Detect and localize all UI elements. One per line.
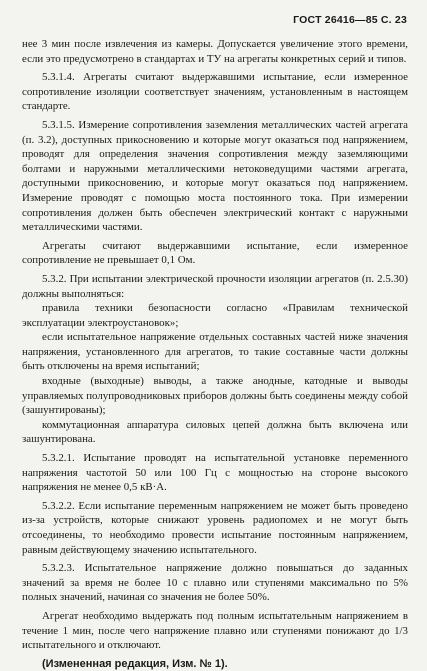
paragraph-5-3-1-5: 5.3.1.5. Измерение сопротивления заземления металлических частей агрегата (п. 3.2), доступных прикосновению и которые могут оказаться под напряжением, проводят для определения значения сопротивления между заземляющими болтами и наружными металлическими нетоковедущими частями агрегата, доступными прикосновению, и которые могут оказаться под напряжением. Измерение проводят с помощью моста постоянного тока. При измерении сопротивления должен быть обеспечен электрический контакт с наружными металлическими частями.: [22, 118, 408, 234]
paragraph-5-3-1-4: 5.3.1.4. Агрегаты считают выдержавшими испытание, если измеренное сопротивление изоляции соответствует значениям, установленным в настоящем стандарте.: [22, 71, 408, 113]
document-body: [22, 37, 408, 671]
paragraph-5-3-2: 5.3.2. При испытании электрической прочности изоляции агрегатов (п. 2.5.30) должны выполняться:: [22, 272, 408, 300]
amendment-note: (Измененная редакция, Изм. № 1).: [42, 657, 228, 670]
paragraph-5-3-2-3: 5.3.2.3. Испытательное напряжение должно повышаться до заданных значений за время не более 10 с плавно или ступенями максимально по 5% полных значений, начиная со значения не более 50%.: [22, 562, 408, 604]
page-header: ГОСТ 26416—85 С. 23: [293, 14, 407, 26]
paragraph-grounding-result: Агрегаты считают выдержавшими испытание, если измеренное сопротивление не превышает 0,1 Ом.: [22, 239, 408, 267]
paragraph-5-3-2-1: 5.3.2.1. Испытание проводят на испытательной установке переменного напряжения частотой 50 или 100 Гц с мощностью на стороне высокого напряжения не менее 0,5 кВ·А.: [22, 452, 408, 494]
list-item-switchgear: коммутационная аппаратура силовых цепей должна быть включена или зашунтирована.: [22, 418, 408, 446]
paragraph-continuation: нее 3 мин после извлечения из камеры. Допускается увеличение этого времени, если это предусмотрено в стандартах и ТУ на агрегаты конкретных серий и типов.: [22, 38, 408, 65]
list-item-disconnect-parts: если испытательное напряжение отдельных составных частей ниже значения напряжения, установленного для агрегатов, то такие составные части должны быть отключены на время испытаний;: [22, 331, 408, 373]
list-item-safety-rules: правила техники безопасности согласно «Правилам технической эксплуатации электроустановок»;: [22, 302, 408, 329]
list-item-shunt-terminals: входные (выходные) выводы, а также анодные, катодные и выводы управляемых полупроводниковых приборов должны быть соединены между собой (зашунтированы);: [22, 375, 409, 417]
paragraph-hold-voltage: Агрегат необходимо выдержать под полным испытательным напряжением в течение 1 мин, после чего напряжение плавно или ступенями понижают до 1/3 испытательного и отключают.: [22, 609, 408, 652]
paragraph-5-3-2-2: 5.3.2.2. Если испытание переменным напряжением не может быть проведено из-за устройств, которые снижают уровень радиопомех и не могут быть отсоединены, то необходимо провести испытание постоянным напряжением, равным действующему значению испытательного.: [22, 499, 408, 556]
